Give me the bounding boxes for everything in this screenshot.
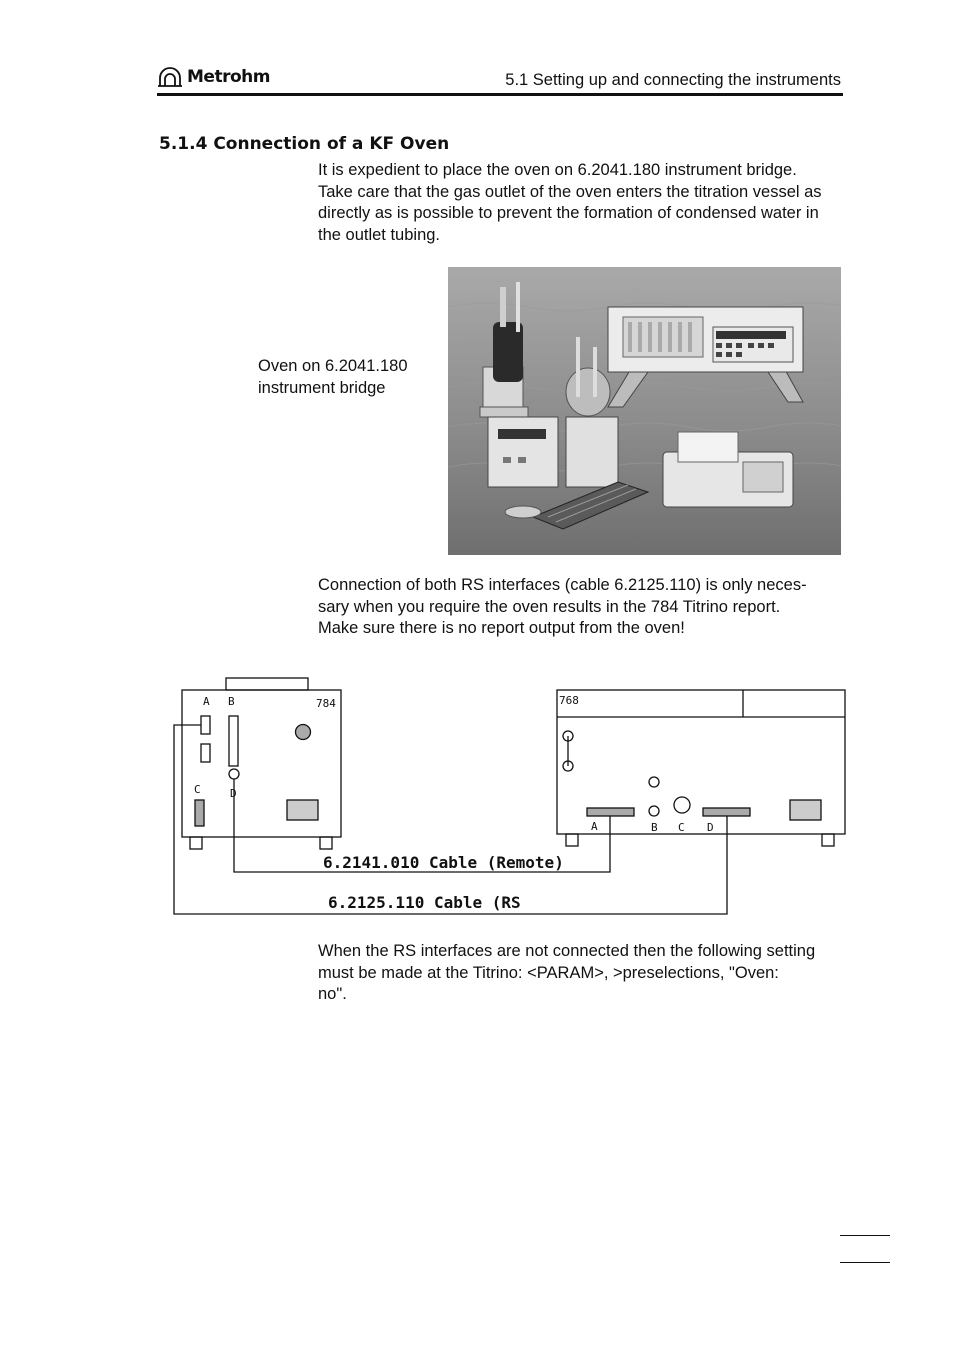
- caption-line: instrument bridge: [258, 378, 386, 397]
- titrino-knob: [296, 725, 311, 740]
- titrino-label-b: B: [228, 695, 235, 708]
- titrino-label-a: A: [203, 695, 210, 708]
- titrino-port-c: [195, 800, 204, 826]
- remote-cable-label: 6.2141.010 Cable (Remote): [323, 853, 564, 872]
- titrino-port-b: [229, 716, 238, 766]
- titrino-label-c: C: [194, 783, 201, 796]
- metrohm-logo: [157, 66, 270, 88]
- titrino-port-a-lower: [201, 744, 210, 762]
- text-line: Make sure there is no report output from the oven!: [318, 619, 685, 637]
- rs-note-paragraph: [318, 575, 846, 640]
- titrino-label-d: D: [230, 787, 237, 800]
- metrohm-logo-icon: [157, 66, 183, 88]
- text-line: sary when you require the oven results in the 784 Titrino report.: [318, 597, 781, 616]
- oven-label-c: C: [678, 821, 685, 834]
- oven-label-d: D: [707, 821, 714, 834]
- oven-foot-right: [822, 834, 834, 846]
- rs-cable-label: 6.2125.110 Cable (RS: [328, 893, 521, 912]
- running-header: 5.1 Setting up and connecting the instruments: [505, 71, 841, 89]
- oven-port-b: [649, 806, 659, 816]
- titrino-port-a-upper: [201, 716, 210, 734]
- titrino-foot-left: [190, 837, 202, 849]
- header-rule: [157, 93, 843, 96]
- oven-port-a: [587, 808, 634, 816]
- oven-panel: [790, 800, 821, 820]
- titrino-top-rail: [226, 678, 308, 690]
- footer-rule: [840, 1235, 890, 1236]
- text-line: Take care that the gas outlet of the oven enters the titration vessel as: [318, 182, 822, 201]
- text-line: Connection of both RS interfaces (cable 6.2125.110) is only neces-: [318, 576, 807, 594]
- text-line: no".: [318, 985, 347, 1003]
- text-line: must be made at the Titrino: <PARAM>, >preselections, "Oven:: [318, 963, 779, 982]
- titrino-model-label: 784: [316, 697, 336, 710]
- titrino-foot-right: [320, 837, 332, 849]
- setting-paragraph: [318, 941, 846, 1006]
- titrino-port-d: [229, 769, 239, 779]
- intro-paragraph: [318, 160, 846, 246]
- connection-diagram: [168, 674, 858, 924]
- oven-label-a: A: [591, 820, 598, 833]
- text-line: directly as is possible to prevent the formation of condensed water in: [318, 204, 819, 222]
- oven-foot-left: [566, 834, 578, 846]
- footer-rule: [840, 1262, 890, 1263]
- titrino-panel: [287, 800, 318, 820]
- oven-label-b: B: [651, 821, 658, 834]
- rs-cable: [174, 725, 727, 914]
- oven-port-c: [674, 797, 690, 813]
- text-line: the outlet tubing.: [318, 225, 441, 244]
- logo-text: Metrohm: [187, 67, 270, 87]
- oven-model-label: 768: [559, 694, 579, 707]
- instrument-photo: [448, 267, 841, 555]
- oven-port-d: [703, 808, 750, 816]
- figure-caption: [258, 356, 408, 399]
- caption-line: Oven on 6.2041.180: [258, 357, 408, 375]
- section-title: 5.1.4 Connection of a KF Oven: [159, 134, 450, 154]
- text-line: It is expedient to place the oven on 6.2041.180 instrument bridge.: [318, 161, 797, 179]
- oven-indicator: [649, 777, 659, 787]
- text-line: When the RS interfaces are not connected then the following setting: [318, 942, 816, 960]
